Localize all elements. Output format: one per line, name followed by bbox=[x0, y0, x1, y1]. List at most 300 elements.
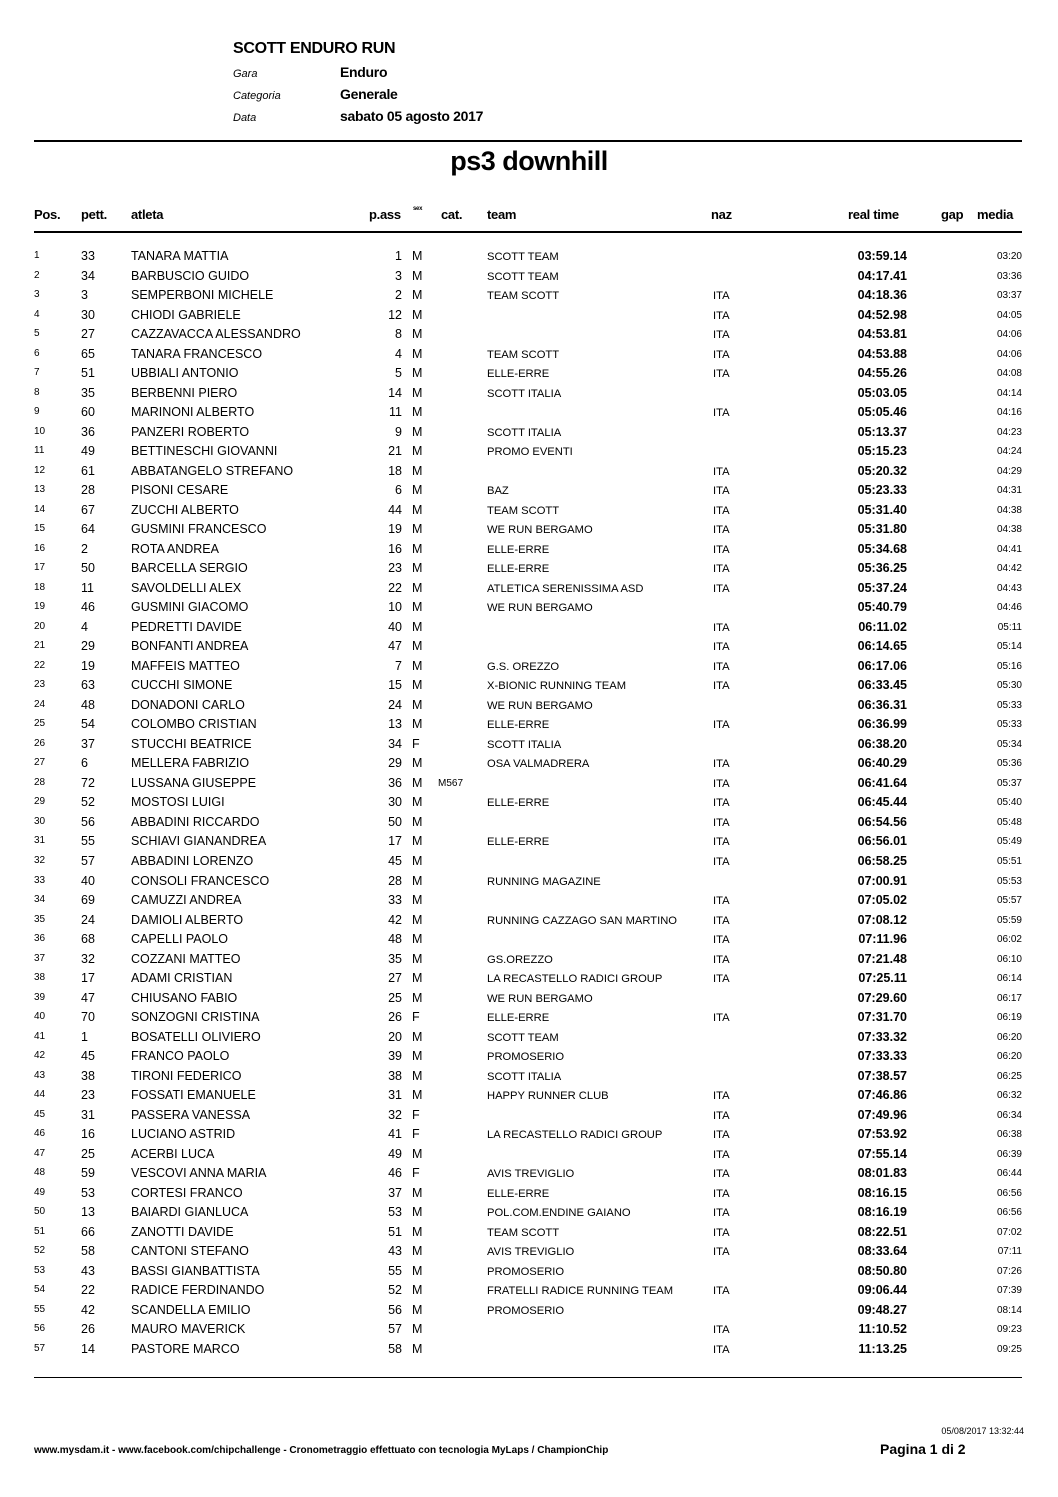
pos-cell: 35 bbox=[34, 913, 46, 925]
atleta-cell: CANTONI STEFANO bbox=[131, 1244, 249, 1259]
team-cell: TEAM SCOTT bbox=[487, 290, 560, 303]
sex-cell: F bbox=[412, 1107, 420, 1122]
pos-cell: 38 bbox=[34, 972, 46, 984]
pos-cell: 19 bbox=[34, 601, 46, 613]
pos-cell: 41 bbox=[34, 1030, 46, 1042]
pass-cell: 47 bbox=[388, 639, 402, 654]
naz-cell: ITA bbox=[713, 1226, 730, 1239]
atleta-cell: ABBADINI RICCARDO bbox=[131, 814, 260, 829]
atleta-cell: BAIARDI GIANLUCA bbox=[131, 1205, 249, 1220]
real-time-cell: 08:16.19 bbox=[857, 1205, 907, 1220]
team-cell: ELLE-ERRE bbox=[487, 1012, 550, 1025]
real-time-cell: 07:33.33 bbox=[857, 1049, 907, 1064]
sex-cell: M bbox=[412, 912, 423, 927]
pass-cell: 22 bbox=[388, 580, 402, 595]
pett-cell: 42 bbox=[81, 1302, 95, 1317]
sex-cell: M bbox=[412, 756, 423, 771]
sex-cell: M bbox=[412, 697, 423, 712]
pett-cell: 16 bbox=[81, 1127, 95, 1142]
media-cell: 06:19 bbox=[996, 1012, 1022, 1024]
sex-cell: M bbox=[412, 1088, 423, 1103]
naz-cell: ITA bbox=[713, 1285, 730, 1298]
team-cell: SCOTT TEAM bbox=[487, 1031, 559, 1044]
pass-cell: 43 bbox=[388, 1244, 402, 1259]
sex-cell: M bbox=[412, 424, 423, 439]
column-header-cat: cat. bbox=[441, 207, 463, 222]
pass-cell: 19 bbox=[388, 522, 402, 537]
pass-cell: 33 bbox=[388, 893, 402, 908]
media-cell: 05:33 bbox=[996, 699, 1022, 711]
sex-cell: M bbox=[412, 1146, 423, 1161]
team-cell: PROMOSERIO bbox=[487, 1265, 565, 1278]
pett-cell: 27 bbox=[81, 327, 95, 342]
real-time-cell: 06:33.45 bbox=[857, 678, 907, 693]
atleta-cell: CORTESI FRANCO bbox=[131, 1185, 243, 1200]
pett-cell: 59 bbox=[81, 1166, 95, 1181]
atleta-cell: LUSSANA GIUSEPPE bbox=[131, 775, 257, 790]
atleta-cell: BASSI GIANBATTISTA bbox=[131, 1263, 260, 1278]
atleta-cell: CAMUZZI ANDREA bbox=[131, 893, 242, 908]
pass-cell: 44 bbox=[388, 502, 402, 517]
categoria-label: Categoria bbox=[233, 90, 281, 102]
table-row bbox=[0, 696, 1058, 716]
table-row bbox=[0, 325, 1058, 345]
media-cell: 05:34 bbox=[996, 738, 1022, 750]
naz-cell: ITA bbox=[713, 660, 730, 673]
real-time-cell: 07:08.12 bbox=[857, 912, 907, 927]
pett-cell: 69 bbox=[81, 893, 95, 908]
media-cell: 07:11 bbox=[997, 1246, 1022, 1258]
table-row bbox=[0, 442, 1058, 462]
media-cell: 06:44 bbox=[996, 1168, 1022, 1180]
naz-cell: ITA bbox=[713, 934, 730, 947]
naz-cell: ITA bbox=[713, 1109, 730, 1122]
pett-cell: 47 bbox=[81, 990, 95, 1005]
real-time-cell: 06:56.01 bbox=[857, 834, 907, 849]
media-cell: 04:38 bbox=[996, 504, 1022, 516]
column-header-naz: naz bbox=[711, 207, 732, 222]
page-number: Pagina 1 di 2 bbox=[880, 1441, 966, 1457]
table-row bbox=[0, 481, 1058, 501]
media-cell: 06:38 bbox=[996, 1129, 1022, 1141]
pos-cell: 53 bbox=[34, 1264, 46, 1276]
atleta-cell: CONSOLI FRANCESCO bbox=[131, 873, 270, 888]
pett-cell: 17 bbox=[81, 971, 95, 986]
pett-cell: 53 bbox=[81, 1185, 95, 1200]
atleta-cell: SCANDELLA EMILIO bbox=[131, 1302, 251, 1317]
pos-cell: 23 bbox=[34, 679, 46, 691]
naz-cell: ITA bbox=[713, 855, 730, 868]
team-cell: SCOTT ITALIA bbox=[487, 738, 562, 751]
real-time-cell: 07:46.86 bbox=[857, 1088, 907, 1103]
sex-cell: M bbox=[412, 1341, 423, 1356]
pos-cell: 21 bbox=[34, 640, 46, 652]
pos-cell: 31 bbox=[34, 835, 46, 847]
sex-cell: M bbox=[412, 893, 423, 908]
column-header-pass: p.ass bbox=[369, 207, 401, 222]
pett-cell: 33 bbox=[81, 249, 95, 263]
naz-cell: ITA bbox=[713, 582, 730, 595]
sex-cell: M bbox=[412, 580, 423, 595]
footer-text: www.mysdam.it - www.facebook.com/chipchallenge - Cronometraggio effettuato con tecnologia MyLaps / ChampionChip bbox=[34, 1445, 609, 1456]
categoria-value: Generale bbox=[340, 86, 398, 102]
team-cell: ELLE-ERRE bbox=[487, 719, 550, 732]
naz-cell: ITA bbox=[713, 641, 730, 654]
pass-cell: 42 bbox=[388, 912, 402, 927]
table-row bbox=[0, 286, 1058, 306]
naz-cell: ITA bbox=[713, 621, 730, 634]
media-cell: 03:20 bbox=[996, 251, 1022, 262]
pos-cell: 33 bbox=[34, 874, 46, 886]
team-cell: G.S. OREZZO bbox=[487, 660, 560, 673]
pass-cell: 55 bbox=[388, 1263, 402, 1278]
pos-cell: 18 bbox=[34, 581, 46, 593]
table-row bbox=[0, 715, 1058, 735]
pos-cell: 36 bbox=[34, 933, 46, 945]
team-cell: RUNNING MAGAZINE bbox=[487, 875, 601, 888]
real-time-cell: 06:14.65 bbox=[857, 639, 907, 654]
table-row bbox=[0, 501, 1058, 521]
data-value: sabato 05 agosto 2017 bbox=[340, 108, 484, 124]
real-time-cell: 09:48.27 bbox=[857, 1302, 907, 1317]
media-cell: 06:56 bbox=[996, 1187, 1022, 1199]
naz-cell: ITA bbox=[713, 797, 730, 810]
table-row bbox=[0, 1086, 1058, 1106]
pett-cell: 38 bbox=[81, 1068, 95, 1083]
team-cell: SCOTT ITALIA bbox=[487, 1070, 562, 1083]
pos-cell: 26 bbox=[34, 737, 46, 749]
pass-cell: 51 bbox=[388, 1224, 402, 1239]
pass-cell: 41 bbox=[388, 1127, 402, 1142]
sex-cell: M bbox=[412, 853, 423, 868]
naz-cell: ITA bbox=[713, 543, 730, 556]
media-cell: 04:46 bbox=[996, 602, 1022, 614]
media-cell: 05:59 bbox=[996, 914, 1022, 926]
pass-cell: 31 bbox=[388, 1088, 402, 1103]
atleta-cell: ABBATANGELO STREFANO bbox=[131, 463, 294, 478]
atleta-cell: MOSTOSI LUIGI bbox=[131, 795, 225, 810]
atleta-cell: BONFANTI ANDREA bbox=[131, 639, 249, 654]
real-time-cell: 05:23.33 bbox=[857, 483, 907, 498]
atleta-cell: UBBIALI ANTONIO bbox=[131, 366, 239, 381]
table-row bbox=[0, 1106, 1058, 1126]
media-cell: 06:25 bbox=[996, 1070, 1022, 1082]
pos-cell: 10 bbox=[34, 425, 46, 437]
pett-cell: 57 bbox=[81, 853, 95, 868]
table-row bbox=[0, 1008, 1058, 1028]
media-cell: 05:57 bbox=[996, 895, 1022, 907]
naz-cell: ITA bbox=[713, 1324, 730, 1337]
pett-cell: 11 bbox=[81, 580, 94, 595]
pass-cell: 16 bbox=[388, 541, 402, 556]
gara-value: Enduro bbox=[340, 64, 388, 80]
real-time-cell: 05:31.80 bbox=[857, 522, 907, 537]
table-row bbox=[0, 559, 1058, 579]
team-cell: AVIS TREVIGLIO bbox=[487, 1246, 575, 1259]
sex-cell: M bbox=[412, 619, 423, 634]
sex-cell: F bbox=[412, 1127, 420, 1142]
atleta-cell: PASTORE MARCO bbox=[131, 1341, 240, 1356]
media-cell: 06:56 bbox=[996, 1207, 1022, 1219]
naz-cell: ITA bbox=[713, 504, 730, 517]
atleta-cell: TANARA MATTIA bbox=[131, 249, 229, 263]
column-header-team: team bbox=[487, 207, 517, 222]
table-row bbox=[0, 1281, 1058, 1301]
sex-cell: M bbox=[412, 795, 423, 810]
sex-cell: F bbox=[412, 1166, 420, 1181]
atleta-cell: MELLERA FABRIZIO bbox=[131, 756, 250, 771]
atleta-cell: CUCCHI SIMONE bbox=[131, 678, 233, 693]
sex-cell: M bbox=[412, 990, 423, 1005]
atleta-cell: SCHIAVI GIANANDREA bbox=[131, 834, 267, 849]
team-cell: AVIS TREVIGLIO bbox=[487, 1168, 575, 1181]
pett-cell: 34 bbox=[81, 268, 95, 283]
naz-cell: ITA bbox=[713, 485, 730, 498]
atleta-cell: PASSERA VANESSA bbox=[131, 1107, 251, 1122]
atleta-cell: ZANOTTI DAVIDE bbox=[131, 1224, 234, 1239]
team-cell: ELLE-ERRE bbox=[487, 543, 550, 556]
naz-cell: ITA bbox=[713, 524, 730, 537]
real-time-cell: 05:03.05 bbox=[857, 385, 907, 400]
pett-cell: 6 bbox=[81, 756, 88, 771]
table-row bbox=[0, 462, 1058, 482]
pett-cell: 54 bbox=[81, 717, 95, 732]
media-cell: 09:25 bbox=[996, 1343, 1022, 1355]
atleta-cell: SONZOGNI CRISTINA bbox=[131, 1010, 260, 1025]
pett-cell: 32 bbox=[81, 951, 95, 966]
atleta-cell: GUSMINI GIACOMO bbox=[131, 600, 249, 615]
pos-cell: 4 bbox=[34, 308, 40, 320]
pos-cell: 11 bbox=[34, 445, 45, 457]
team-cell: TEAM SCOTT bbox=[487, 504, 560, 517]
pos-cell: 8 bbox=[34, 386, 40, 398]
atleta-cell: COZZANI MATTEO bbox=[131, 951, 241, 966]
team-cell: OSA VALMADRERA bbox=[487, 758, 590, 771]
pos-cell: 42 bbox=[34, 1050, 46, 1062]
media-cell: 04:43 bbox=[996, 582, 1022, 594]
pass-cell: 10 bbox=[388, 600, 402, 615]
media-cell: 04:06 bbox=[996, 329, 1022, 341]
media-cell: 05:11 bbox=[997, 621, 1022, 633]
team-cell: POL.COM.ENDINE GAIANO bbox=[487, 1207, 631, 1220]
real-time-cell: 04:53.81 bbox=[857, 327, 907, 342]
real-time-cell: 07:21.48 bbox=[857, 951, 907, 966]
real-time-cell: 06:40.29 bbox=[857, 756, 907, 771]
atleta-cell: CHIODI GABRIELE bbox=[131, 307, 241, 322]
atleta-cell: SAVOLDELLI ALEX bbox=[131, 580, 242, 595]
pos-cell: 13 bbox=[34, 484, 46, 496]
pass-cell: 48 bbox=[388, 932, 402, 947]
naz-cell: ITA bbox=[713, 368, 730, 381]
table-row bbox=[0, 1340, 1058, 1360]
team-cell: SCOTT ITALIA bbox=[487, 426, 562, 439]
sex-cell: M bbox=[412, 385, 423, 400]
table-row bbox=[0, 891, 1058, 911]
team-cell: ELLE-ERRE bbox=[487, 836, 550, 849]
pass-cell: 8 bbox=[395, 327, 402, 342]
media-cell: 08:14 bbox=[996, 1304, 1022, 1316]
real-time-cell: 07:00.91 bbox=[857, 873, 907, 888]
team-cell: SCOTT TEAM bbox=[487, 270, 559, 283]
real-time-cell: 05:05.46 bbox=[857, 405, 907, 420]
pett-cell: 28 bbox=[81, 483, 95, 498]
table-row bbox=[0, 1301, 1058, 1321]
sex-cell: M bbox=[412, 1263, 423, 1278]
pett-cell: 61 bbox=[81, 463, 95, 478]
pett-cell: 64 bbox=[81, 522, 95, 537]
pos-cell: 46 bbox=[34, 1128, 46, 1140]
naz-cell: ITA bbox=[713, 719, 730, 732]
real-time-cell: 06:36.31 bbox=[857, 697, 907, 712]
column-header-gap: gap bbox=[941, 207, 964, 222]
atleta-cell: CHIUSANO FABIO bbox=[131, 990, 238, 1005]
real-time-cell: 04:53.88 bbox=[857, 346, 907, 361]
media-cell: 03:37 bbox=[996, 290, 1022, 302]
media-cell: 04:05 bbox=[996, 309, 1022, 321]
naz-cell: ITA bbox=[713, 1187, 730, 1200]
atleta-cell: DAMIOLI ALBERTO bbox=[131, 912, 244, 927]
sex-cell: M bbox=[412, 1322, 423, 1337]
naz-cell: ITA bbox=[713, 465, 730, 478]
media-cell: 07:02 bbox=[996, 1226, 1022, 1238]
table-row bbox=[0, 1145, 1058, 1165]
table-row bbox=[0, 637, 1058, 657]
real-time-cell: 11:10.52 bbox=[858, 1322, 907, 1337]
real-time-cell: 08:50.80 bbox=[857, 1263, 907, 1278]
naz-cell: ITA bbox=[713, 836, 730, 849]
atleta-cell: BARBUSCIO GUIDO bbox=[131, 268, 250, 283]
sex-cell: M bbox=[412, 1302, 423, 1317]
table-row bbox=[0, 911, 1058, 931]
sex-cell: M bbox=[412, 1283, 423, 1298]
pett-cell: 60 bbox=[81, 405, 95, 420]
naz-cell: ITA bbox=[713, 816, 730, 829]
sex-cell: M bbox=[412, 1244, 423, 1259]
atleta-cell: BETTINESCHI GIOVANNI bbox=[131, 444, 278, 459]
team-cell: X-BIONIC RUNNING TEAM bbox=[487, 680, 627, 693]
table-row bbox=[0, 364, 1058, 384]
team-cell: WE RUN BERGAMO bbox=[487, 602, 593, 615]
table-row bbox=[0, 1320, 1058, 1340]
pass-cell: 39 bbox=[388, 1049, 402, 1064]
pett-cell: 40 bbox=[81, 873, 95, 888]
pett-cell: 14 bbox=[81, 1341, 95, 1356]
media-cell: 06:32 bbox=[996, 1090, 1022, 1102]
media-cell: 05:30 bbox=[996, 680, 1022, 692]
table-row bbox=[0, 754, 1058, 774]
naz-cell: ITA bbox=[713, 563, 730, 576]
media-cell: 05:16 bbox=[996, 660, 1022, 672]
section-title: ps3 downhill bbox=[450, 146, 608, 176]
naz-cell: ITA bbox=[713, 1148, 730, 1161]
team-cell: ELLE-ERRE bbox=[487, 368, 550, 381]
sex-cell: M bbox=[412, 814, 423, 829]
column-header-real-time: real time bbox=[848, 207, 899, 222]
sex-cell: M bbox=[412, 775, 423, 790]
atleta-cell: SEMPERBONI MICHELE bbox=[131, 288, 274, 303]
team-cell: TEAM SCOTT bbox=[487, 1226, 560, 1239]
pass-cell: 20 bbox=[388, 1029, 402, 1044]
naz-cell: ITA bbox=[713, 329, 730, 342]
real-time-cell: 09:06.44 bbox=[857, 1283, 907, 1298]
pett-cell: 30 bbox=[81, 307, 95, 322]
pass-cell: 28 bbox=[388, 873, 402, 888]
media-cell: 04:29 bbox=[996, 465, 1022, 477]
pett-cell: 68 bbox=[81, 932, 95, 947]
atleta-cell: TANARA FRANCESCO bbox=[131, 346, 263, 361]
naz-cell: ITA bbox=[713, 309, 730, 322]
pos-cell: 29 bbox=[34, 796, 46, 808]
event-title: SCOTT ENDURO RUN bbox=[233, 40, 396, 57]
media-cell: 05:36 bbox=[996, 758, 1022, 770]
pass-cell: 58 bbox=[388, 1341, 402, 1356]
pett-cell: 3 bbox=[81, 288, 88, 303]
media-cell: 04:38 bbox=[996, 524, 1022, 536]
pos-cell: 45 bbox=[34, 1108, 46, 1120]
atleta-cell: GUSMINI FRANCESCO bbox=[131, 522, 267, 537]
pett-cell: 22 bbox=[81, 1283, 95, 1298]
pos-cell: 15 bbox=[34, 523, 46, 535]
sex-cell: M bbox=[412, 1049, 423, 1064]
real-time-cell: 07:55.14 bbox=[857, 1146, 907, 1161]
data-label: Data bbox=[233, 112, 257, 124]
real-time-cell: 04:52.98 bbox=[857, 307, 907, 322]
sex-cell: M bbox=[412, 658, 423, 673]
pos-cell: 22 bbox=[34, 659, 46, 671]
naz-cell: ITA bbox=[713, 1012, 730, 1025]
team-cell: SCOTT TEAM bbox=[487, 251, 559, 263]
pass-cell: 24 bbox=[388, 697, 402, 712]
table-row bbox=[0, 793, 1058, 813]
pett-cell: 48 bbox=[81, 697, 95, 712]
sex-cell: M bbox=[412, 1185, 423, 1200]
media-cell: 06:17 bbox=[996, 992, 1022, 1004]
table-row bbox=[0, 774, 1058, 794]
pass-cell: 49 bbox=[388, 1146, 402, 1161]
sex-cell: M bbox=[412, 639, 423, 654]
pett-cell: 13 bbox=[81, 1205, 95, 1220]
pos-cell: 50 bbox=[34, 1206, 46, 1218]
real-time-cell: 06:11.02 bbox=[858, 619, 907, 634]
table-row bbox=[0, 520, 1058, 540]
column-header-pos: Pos. bbox=[34, 207, 61, 222]
sex-cell: M bbox=[412, 541, 423, 556]
naz-cell: ITA bbox=[713, 348, 730, 361]
naz-cell: ITA bbox=[713, 1090, 730, 1103]
pett-cell: 52 bbox=[81, 795, 95, 810]
real-time-cell: 11:13.25 bbox=[858, 1341, 907, 1356]
pass-cell: 25 bbox=[388, 990, 402, 1005]
real-time-cell: 07:11.96 bbox=[858, 932, 907, 947]
atleta-cell: ABBADINI LORENZO bbox=[131, 853, 254, 868]
pett-cell: 37 bbox=[81, 736, 95, 751]
pos-cell: 52 bbox=[34, 1245, 46, 1257]
pass-cell: 56 bbox=[388, 1302, 402, 1317]
sex-cell: M bbox=[412, 522, 423, 537]
pett-cell: 19 bbox=[81, 658, 95, 673]
pett-cell: 35 bbox=[81, 385, 95, 400]
real-time-cell: 06:45.44 bbox=[857, 795, 907, 810]
pett-cell: 2 bbox=[81, 541, 88, 556]
real-time-cell: 04:55.26 bbox=[857, 366, 907, 381]
naz-cell: ITA bbox=[713, 1207, 730, 1220]
team-cell: PROMOSERIO bbox=[487, 1304, 565, 1317]
atleta-cell: STUCCHI BEATRICE bbox=[131, 736, 252, 751]
real-time-cell: 07:25.11 bbox=[858, 971, 907, 986]
real-time-cell: 06:54.56 bbox=[857, 814, 907, 829]
real-time-cell: 05:40.79 bbox=[857, 600, 907, 615]
table-row bbox=[0, 989, 1058, 1009]
